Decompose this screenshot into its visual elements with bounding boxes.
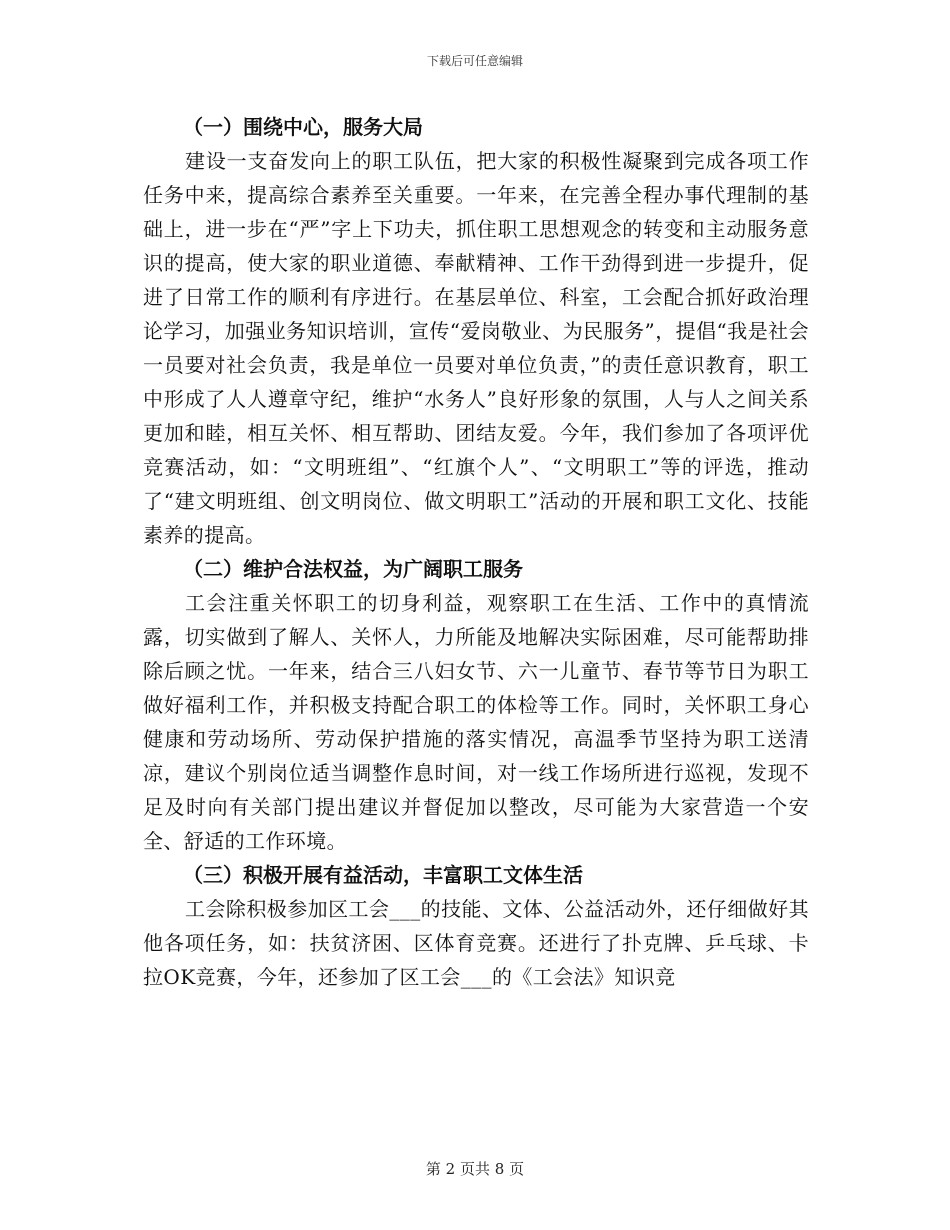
section-paragraph-1: 建设一支奋发向上的职工队伍，把大家的积极性凝聚到完成各项工作任务中来，提高综合素养至关重要。一年来，在完善全程办事代理制的基础上，进一步在“严”字上下功夫，抓住职工思想观念的转变和主动服务意识的提高，使大家的职业道德、奉献精神、工作干劲得到进一步提升，促进了日常工作的顺利有序进行。在基层单位、科室，工会配合抓好政治理论学习，加强业务知识培训，宣传“爱岗敬业、为民服务”，提倡“我是社会一员要对社会负责，我是单位一员要对单位负责，”的责任意识教育，职工中形成了人人遵章守纪，维护“水务人”良好形象的氛围，人与人之间关系更加和睦，相互关怀、相互帮助、团结友爱。今年，我们参加了各项评优竞赛活动，如：“文明班组”、“红旗个人”、“文明职工”等的评选，推动了“建文明班组、创文明岗位、做文明职工”活动的开展和职工文化、技能素养的提高。 [143, 149, 809, 547]
section-paragraph-2: 工会注重关怀职工的切身利益，观察职工在生活、工作中的真情流露，切实做到了解人、关怀人，力所能及地解决实际困难，尽可能帮助排除后顾之忧。一年来，结合三八妇女节、六一儿童节、春节等节日为职工做好福利工作，并积极支持配合职工的体检等工作。同时，关怀职工身心健康和劳动场所、劳动保护措施的落实情况，高温季节坚持为职工送清凉，建议个别岗位适当调整作息时间，对一线工作场所进行巡视，发现不足及时向有关部门提出建议并督促加以整改，尽可能为大家营造一个安全、舒适的工作环境。 [143, 591, 809, 853]
section-paragraph-3: 工会除积极参加区工会___的技能、文体、公益活动外，还仔细做好其他各项任务，如：扶贫济困、区体育竞赛。还进行了扑克牌、乒乓球、卡拉OK竞赛，今年，还参加了区工会___的《工会法》知识竞 [143, 897, 809, 989]
document-body [143, 110, 809, 994]
section-heading-3: （三）积极开展有益活动，丰富职工文体生活 [183, 863, 583, 887]
section-heading-1: （一）围绕中心，服务大局 [183, 115, 423, 139]
page-number: 第 2 页共 8 页 [425, 1160, 525, 1178]
page-header-note: 下载后可任意编辑 [426, 54, 523, 68]
section-heading-2: （二）维护合法权益，为广阔职工服务 [183, 557, 523, 581]
